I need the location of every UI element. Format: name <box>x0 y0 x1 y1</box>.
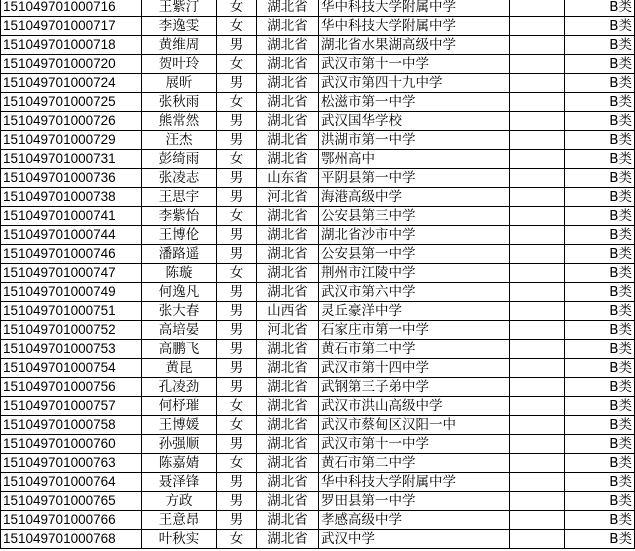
student-name-cell: 何逸凡 <box>142 283 217 302</box>
province-cell: 湖北省 <box>257 416 319 435</box>
category-cell: B类 <box>565 188 635 207</box>
blank-cell <box>510 359 565 378</box>
student-name-cell: 黄维周 <box>142 36 217 55</box>
student-id-cell: 151049701000765 <box>1 492 142 511</box>
school-cell: 公安县第一中学 <box>319 245 510 264</box>
province-cell: 湖北省 <box>257 245 319 264</box>
student-id-cell: 151049701000720 <box>1 55 142 74</box>
school-cell: 武汉市洪山高级中学 <box>319 397 510 416</box>
blank-cell <box>510 321 565 340</box>
gender-cell: 女 <box>217 416 257 435</box>
province-cell: 湖北省 <box>257 397 319 416</box>
table-row <box>1 359 635 378</box>
gender-cell: 男 <box>217 340 257 359</box>
table-row <box>1 207 635 226</box>
school-cell: 海港高级中学 <box>319 188 510 207</box>
student-name-cell: 李逸雯 <box>142 17 217 36</box>
student-name-cell: 贺叶玲 <box>142 55 217 74</box>
blank-cell <box>510 93 565 112</box>
table-row <box>1 169 635 188</box>
school-cell: 武汉市第十一中学 <box>319 55 510 74</box>
blank-cell <box>510 74 565 93</box>
school-cell: 平阴县第一中学 <box>319 169 510 188</box>
gender-cell: 女 <box>217 397 257 416</box>
blank-cell <box>510 435 565 454</box>
student-id-cell: 151049701000729 <box>1 131 142 150</box>
student-name-cell: 高鹏飞 <box>142 340 217 359</box>
student-id-cell: 151049701000760 <box>1 435 142 454</box>
province-cell: 湖北省 <box>257 93 319 112</box>
student-name-cell: 陈璇 <box>142 264 217 283</box>
student-name-cell: 熊常然 <box>142 112 217 131</box>
blank-cell <box>510 36 565 55</box>
student-name-cell: 孙强顺 <box>142 435 217 454</box>
school-cell: 孝感高级中学 <box>319 511 510 530</box>
table-row <box>1 0 635 17</box>
category-cell: B类 <box>565 283 635 302</box>
gender-cell: 男 <box>217 188 257 207</box>
student-id-cell: 151049701000753 <box>1 340 142 359</box>
table-row <box>1 454 635 473</box>
province-cell: 湖北省 <box>257 55 319 74</box>
student-name-cell: 王思宇 <box>142 188 217 207</box>
category-cell: B类 <box>565 473 635 492</box>
category-cell: B类 <box>565 55 635 74</box>
blank-cell <box>510 416 565 435</box>
student-name-cell: 汪杰 <box>142 131 217 150</box>
category-cell: B类 <box>565 530 635 549</box>
blank-cell <box>510 378 565 397</box>
category-cell: B类 <box>565 226 635 245</box>
student-id-cell: 151049701000754 <box>1 359 142 378</box>
student-name-cell: 张凌志 <box>142 169 217 188</box>
province-cell: 湖北省 <box>257 112 319 131</box>
student-id-cell: 151049701000724 <box>1 74 142 93</box>
gender-cell: 女 <box>217 93 257 112</box>
school-cell: 黄石市第二中学 <box>319 454 510 473</box>
gender-cell: 男 <box>217 169 257 188</box>
category-cell: B类 <box>565 150 635 169</box>
table-row <box>1 416 635 435</box>
student-id-cell: 151049701000726 <box>1 112 142 131</box>
category-cell: B类 <box>565 264 635 283</box>
table-row <box>1 321 635 340</box>
table-row <box>1 36 635 55</box>
blank-cell <box>510 0 565 17</box>
student-name-cell: 陈嘉婧 <box>142 454 217 473</box>
gender-cell: 女 <box>217 207 257 226</box>
student-name-cell: 李紫怡 <box>142 207 217 226</box>
table-row <box>1 397 635 416</box>
student-name-cell: 张大春 <box>142 302 217 321</box>
gender-cell: 男 <box>217 492 257 511</box>
gender-cell: 男 <box>217 473 257 492</box>
gender-cell: 男 <box>217 245 257 264</box>
province-cell: 湖北省 <box>257 226 319 245</box>
category-cell: B类 <box>565 17 635 36</box>
gender-cell: 男 <box>217 378 257 397</box>
province-cell: 山西省 <box>257 302 319 321</box>
blank-cell <box>510 454 565 473</box>
school-cell: 洪湖市第一中学 <box>319 131 510 150</box>
gender-cell: 女 <box>217 454 257 473</box>
school-cell: 武汉市第十一中学 <box>319 435 510 454</box>
blank-cell <box>510 55 565 74</box>
table-row <box>1 74 635 93</box>
province-cell: 湖北省 <box>257 264 319 283</box>
student-name-cell: 张秋雨 <box>142 93 217 112</box>
gender-cell: 男 <box>217 435 257 454</box>
school-cell: 武汉市第四十九中学 <box>319 74 510 93</box>
gender-cell: 男 <box>217 283 257 302</box>
table-row <box>1 492 635 511</box>
blank-cell <box>510 511 565 530</box>
category-cell: B类 <box>565 302 635 321</box>
province-cell: 湖北省 <box>257 473 319 492</box>
category-cell: B类 <box>565 321 635 340</box>
student-id-cell: 151049701000731 <box>1 150 142 169</box>
table-row <box>1 188 635 207</box>
student-name-cell: 何杼璀 <box>142 397 217 416</box>
blank-cell <box>510 188 565 207</box>
student-id-cell: 151049701000746 <box>1 245 142 264</box>
province-cell: 湖北省 <box>257 511 319 530</box>
gender-cell: 女 <box>217 264 257 283</box>
school-cell: 荆州市江陵中学 <box>319 264 510 283</box>
category-cell: B类 <box>565 112 635 131</box>
student-id-cell: 151049701000764 <box>1 473 142 492</box>
roster-body <box>1 0 635 549</box>
table-row <box>1 435 635 454</box>
province-cell: 湖北省 <box>257 378 319 397</box>
student-name-cell: 王意昂 <box>142 511 217 530</box>
student-name-cell: 王博伦 <box>142 226 217 245</box>
school-cell: 华中科技大学附属中学 <box>319 473 510 492</box>
gender-cell: 女 <box>217 17 257 36</box>
table-row <box>1 112 635 131</box>
student-name-cell: 展昕 <box>142 74 217 93</box>
table-row <box>1 283 635 302</box>
province-cell: 湖北省 <box>257 454 319 473</box>
student-id-cell: 151049701000768 <box>1 530 142 549</box>
student-id-cell: 151049701000744 <box>1 226 142 245</box>
student-name-cell: 高培晏 <box>142 321 217 340</box>
province-cell: 湖北省 <box>257 530 319 549</box>
category-cell: B类 <box>565 454 635 473</box>
blank-cell <box>510 264 565 283</box>
province-cell: 湖北省 <box>257 0 319 17</box>
category-cell: B类 <box>565 492 635 511</box>
table-row <box>1 340 635 359</box>
student-name-cell: 叶秋实 <box>142 530 217 549</box>
school-cell: 石家庄市第一中学 <box>319 321 510 340</box>
student-id-cell: 151049701000752 <box>1 321 142 340</box>
blank-cell <box>510 169 565 188</box>
category-cell: B类 <box>565 131 635 150</box>
table-row <box>1 511 635 530</box>
province-cell: 湖北省 <box>257 492 319 511</box>
student-id-cell: 151049701000741 <box>1 207 142 226</box>
student-name-cell: 彭绮雨 <box>142 150 217 169</box>
school-cell: 湖北省水果湖高级中学 <box>319 36 510 55</box>
blank-cell <box>510 112 565 131</box>
school-cell: 灵丘豪洋中学 <box>319 302 510 321</box>
province-cell: 湖北省 <box>257 36 319 55</box>
school-cell: 武汉市第十四中学 <box>319 359 510 378</box>
blank-cell <box>510 283 565 302</box>
student-id-cell: 151049701000749 <box>1 283 142 302</box>
blank-cell <box>510 473 565 492</box>
student-id-cell: 151049701000758 <box>1 416 142 435</box>
student-id-cell: 151049701000757 <box>1 397 142 416</box>
gender-cell: 男 <box>217 131 257 150</box>
gender-cell: 女 <box>217 55 257 74</box>
school-cell: 武汉市蔡甸区汉阳一中 <box>319 416 510 435</box>
student-id-cell: 151049701000751 <box>1 302 142 321</box>
category-cell: B类 <box>565 397 635 416</box>
student-name-cell: 黄昆 <box>142 359 217 378</box>
student-id-cell: 151049701000747 <box>1 264 142 283</box>
student-name-cell: 孔凌劲 <box>142 378 217 397</box>
student-id-cell: 151049701000763 <box>1 454 142 473</box>
table-row <box>1 131 635 150</box>
gender-cell: 男 <box>217 359 257 378</box>
category-cell: B类 <box>565 378 635 397</box>
province-cell: 河北省 <box>257 188 319 207</box>
student-name-cell: 聂泽锋 <box>142 473 217 492</box>
student-id-cell: 151049701000716 <box>1 0 142 17</box>
province-cell: 湖北省 <box>257 74 319 93</box>
category-cell: B类 <box>565 245 635 264</box>
table-row <box>1 245 635 264</box>
table-row <box>1 55 635 74</box>
category-cell: B类 <box>565 74 635 93</box>
school-cell: 黄石市第二中学 <box>319 340 510 359</box>
student-name-cell: 潘路遥 <box>142 245 217 264</box>
blank-cell <box>510 245 565 264</box>
blank-cell <box>510 226 565 245</box>
province-cell: 湖北省 <box>257 359 319 378</box>
gender-cell: 女 <box>217 150 257 169</box>
category-cell: B类 <box>565 359 635 378</box>
student-id-cell: 151049701000766 <box>1 511 142 530</box>
province-cell: 湖北省 <box>257 17 319 36</box>
school-cell: 鄂州高中 <box>319 150 510 169</box>
province-cell: 湖北省 <box>257 435 319 454</box>
province-cell: 河北省 <box>257 321 319 340</box>
table-row <box>1 226 635 245</box>
province-cell: 湖北省 <box>257 207 319 226</box>
blank-cell <box>510 492 565 511</box>
student-id-cell: 151049701000718 <box>1 36 142 55</box>
gender-cell: 男 <box>217 74 257 93</box>
table-row <box>1 530 635 549</box>
category-cell: B类 <box>565 0 635 17</box>
table-row <box>1 473 635 492</box>
blank-cell <box>510 302 565 321</box>
province-cell: 湖北省 <box>257 131 319 150</box>
category-cell: B类 <box>565 435 635 454</box>
gender-cell: 男 <box>217 226 257 245</box>
gender-cell: 女 <box>217 530 257 549</box>
school-cell: 武钢第三子弟中学 <box>319 378 510 397</box>
student-name-cell: 方政 <box>142 492 217 511</box>
gender-cell: 男 <box>217 112 257 131</box>
blank-cell <box>510 340 565 359</box>
table-row <box>1 264 635 283</box>
student-id-cell: 151049701000717 <box>1 17 142 36</box>
province-cell: 湖北省 <box>257 150 319 169</box>
province-cell: 山东省 <box>257 169 319 188</box>
gender-cell: 男 <box>217 511 257 530</box>
student-name-cell: 王博媛 <box>142 416 217 435</box>
school-cell: 华中科技大学附属中学 <box>319 0 510 17</box>
blank-cell <box>510 530 565 549</box>
gender-cell: 男 <box>217 302 257 321</box>
table-row <box>1 378 635 397</box>
gender-cell: 男 <box>217 36 257 55</box>
category-cell: B类 <box>565 169 635 188</box>
table-row <box>1 93 635 112</box>
school-cell: 湖北省沙市中学 <box>319 226 510 245</box>
table-row <box>1 302 635 321</box>
table-row <box>1 17 635 36</box>
school-cell: 武汉国华学校 <box>319 112 510 131</box>
school-cell: 松滋市第一中学 <box>319 93 510 112</box>
student-id-cell: 151049701000738 <box>1 188 142 207</box>
student-id-cell: 151049701000756 <box>1 378 142 397</box>
blank-cell <box>510 397 565 416</box>
student-id-cell: 151049701000736 <box>1 169 142 188</box>
school-cell: 公安县第三中学 <box>319 207 510 226</box>
blank-cell <box>510 17 565 36</box>
table-row <box>1 150 635 169</box>
school-cell: 武汉中学 <box>319 530 510 549</box>
gender-cell: 女 <box>217 0 257 17</box>
school-cell: 武汉市第六中学 <box>319 283 510 302</box>
student-name-cell: 王紫汀 <box>142 0 217 17</box>
category-cell: B类 <box>565 207 635 226</box>
category-cell: B类 <box>565 36 635 55</box>
province-cell: 湖北省 <box>257 340 319 359</box>
gender-cell: 男 <box>217 321 257 340</box>
school-cell: 华中科技大学附属中学 <box>319 17 510 36</box>
school-cell: 罗田县第一中学 <box>319 492 510 511</box>
category-cell: B类 <box>565 340 635 359</box>
category-cell: B类 <box>565 416 635 435</box>
category-cell: B类 <box>565 93 635 112</box>
blank-cell <box>510 207 565 226</box>
category-cell: B类 <box>565 511 635 530</box>
student-id-cell: 151049701000725 <box>1 93 142 112</box>
blank-cell <box>510 150 565 169</box>
province-cell: 湖北省 <box>257 283 319 302</box>
blank-cell <box>510 131 565 150</box>
